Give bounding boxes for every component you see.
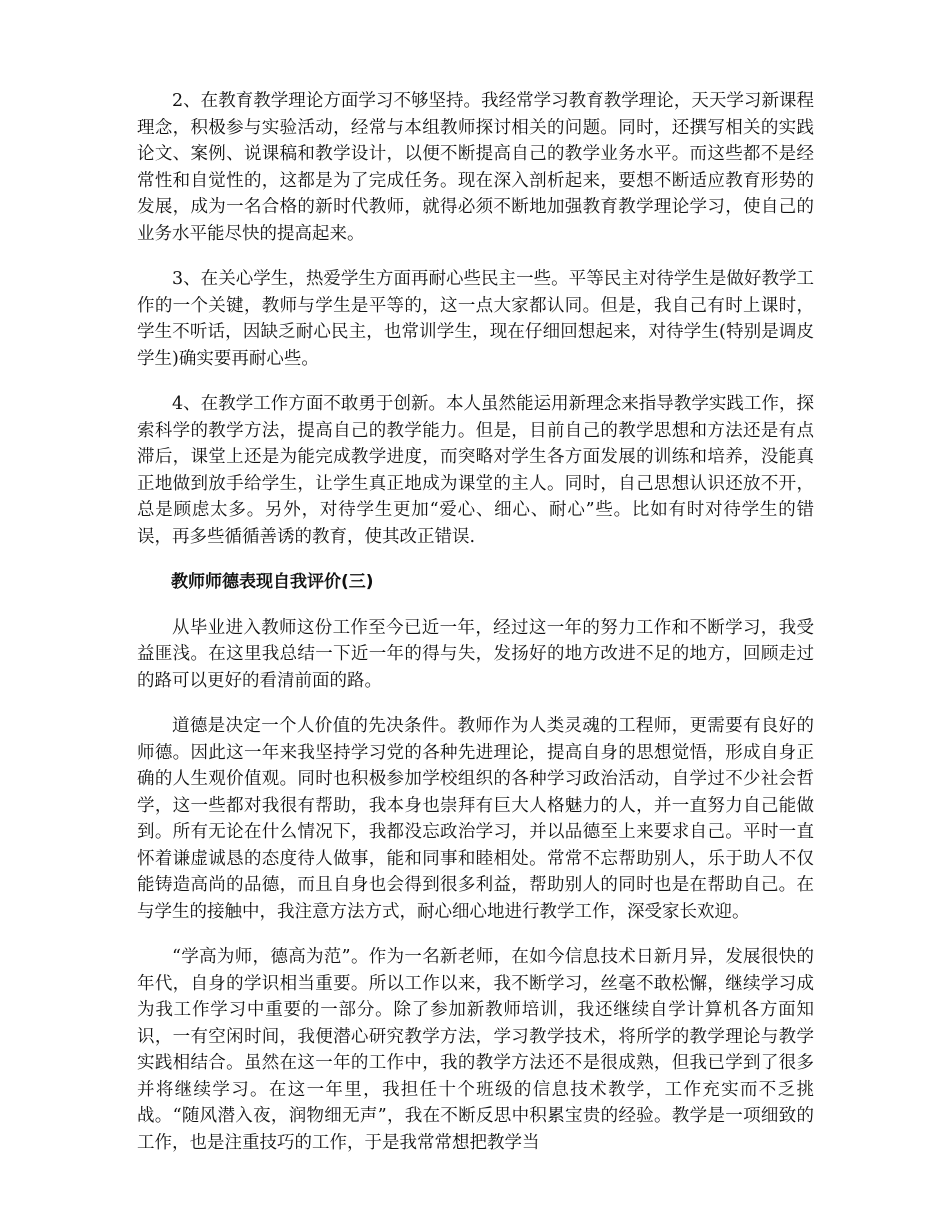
paragraph-item-4: 4、在教学工作方面不敢勇于创新。本人虽然能运用新理念来指导教学实践工作，探索科学的教学方法，提高自己的教学能力。但是，目前自己的教学思想和方法还是有点滞后，课堂上还是为能完成教学进度，而突略对学生各方面发展的训练和培养，没能真正地做到放手给学生，让学生真正地成为课堂的主人。同时，自己思想认识还放不开，总是顾虑太多。另外，对待学生更加“爱心、细心、耐心”些。比如有时对待学生的错误，再多些循循善诱的教育，使其改正错误. bbox=[137, 394, 814, 547]
paragraph-item-3: 3、在关心学生，热爱学生方面再耐心些民主一些。平等民主对待学生是做好教学工作的一个关键，教师与学生是平等的，这一点大家都认同。但是，我自己有时上课时，学生不听话，因缺乏耐心民主，也常训学生，现在仔细回想起来，对待学生(特别是调皮学生)确实要再耐心些。 bbox=[137, 269, 814, 369]
paragraph-item-2: 2、在教育教学理论方面学习不够坚持。我经常学习教育教学理论，天天学习新课程理念，积极参与实验活动，经常与本组教师探讨相关的问题。同时，还撰写相关的实践论文、案例、说课稿和教学设计，以便不断提高自己的教学业务水平。而这些都不是经常性和自觉性的，这都是为了完成任务。现在深入剖析起来，要想不断适应教育形势的发展，成为一名合格的新时代教师，就得必须不断地加强教育教学理论学习，使自己的业务水平能尽快的提高起来。 bbox=[137, 91, 814, 244]
paragraph-morality: 道德是决定一个人价值的先决条件。教师作为人类灵魂的工程师，更需要有良好的师德。因此这一年来我坚持学习党的各种先进理论，提高自身的思想觉悟，形成自身正确的人生观价值观。同时也积极参加学校组织的各种学习政治活动，自学过不少社会哲学，这一些都对我很有帮助，我本身也崇拜有巨大人格魅力的人，并一直努力自己能做到。所有无论在什么情况下，我都没忘政治学习，并以品德至上来要求自己。平时一直怀着谦虚诚恳的态度待人做事，能和同事和睦相处。常常不忘帮助别人，乐于助人不仅能铸造高尚的品德，而且自身也会得到很多利益，帮助别人的同时也是在帮助自己。在与学生的接触中，我注意方法方式，耐心细心地进行教学工作，深受家长欢迎。 bbox=[137, 716, 814, 922]
paragraph-learning: “学高为师，德高为范”。作为一名新老师，在如今信息技术日新月异，发展很快的年代，自身的学识相当重要。所以工作以来，我不断学习，丝毫不敢松懈，继续学习成为我工作学习中重要的一部分。除了参加新教师培训，我还继续自学计算机各方面知识，一有空闲时间，我便潜心研究教学方法，学习教学技术，将所学的教学理论与教学实践相结合。虽然在这一年的工作中，我的教学方法还不是很成熟，但我已学到了很多并将继续学习。在这一年里，我担任十个班级的信息技术教学，工作充实而不乏挑战。“随风潜入夜，润物细无声”，我在不断反思中积累宝贵的经验。教学是一项细致的工作，也是注重技巧的工作，于是我常常想把教学当 bbox=[137, 947, 814, 1153]
section-heading: 教师师德表现自我评价(三) bbox=[171, 572, 374, 592]
document-page bbox=[137, 88, 814, 1175]
paragraph-intro: 从毕业进入教师这份工作至今已近一年，经过这一年的努力工作和不断学习，我受益匪浅。在这里我总结一下近一年的得与失，发扬好的地方改进不足的地方，回顾走过的路可以更好的看清前面的路。 bbox=[137, 617, 814, 691]
